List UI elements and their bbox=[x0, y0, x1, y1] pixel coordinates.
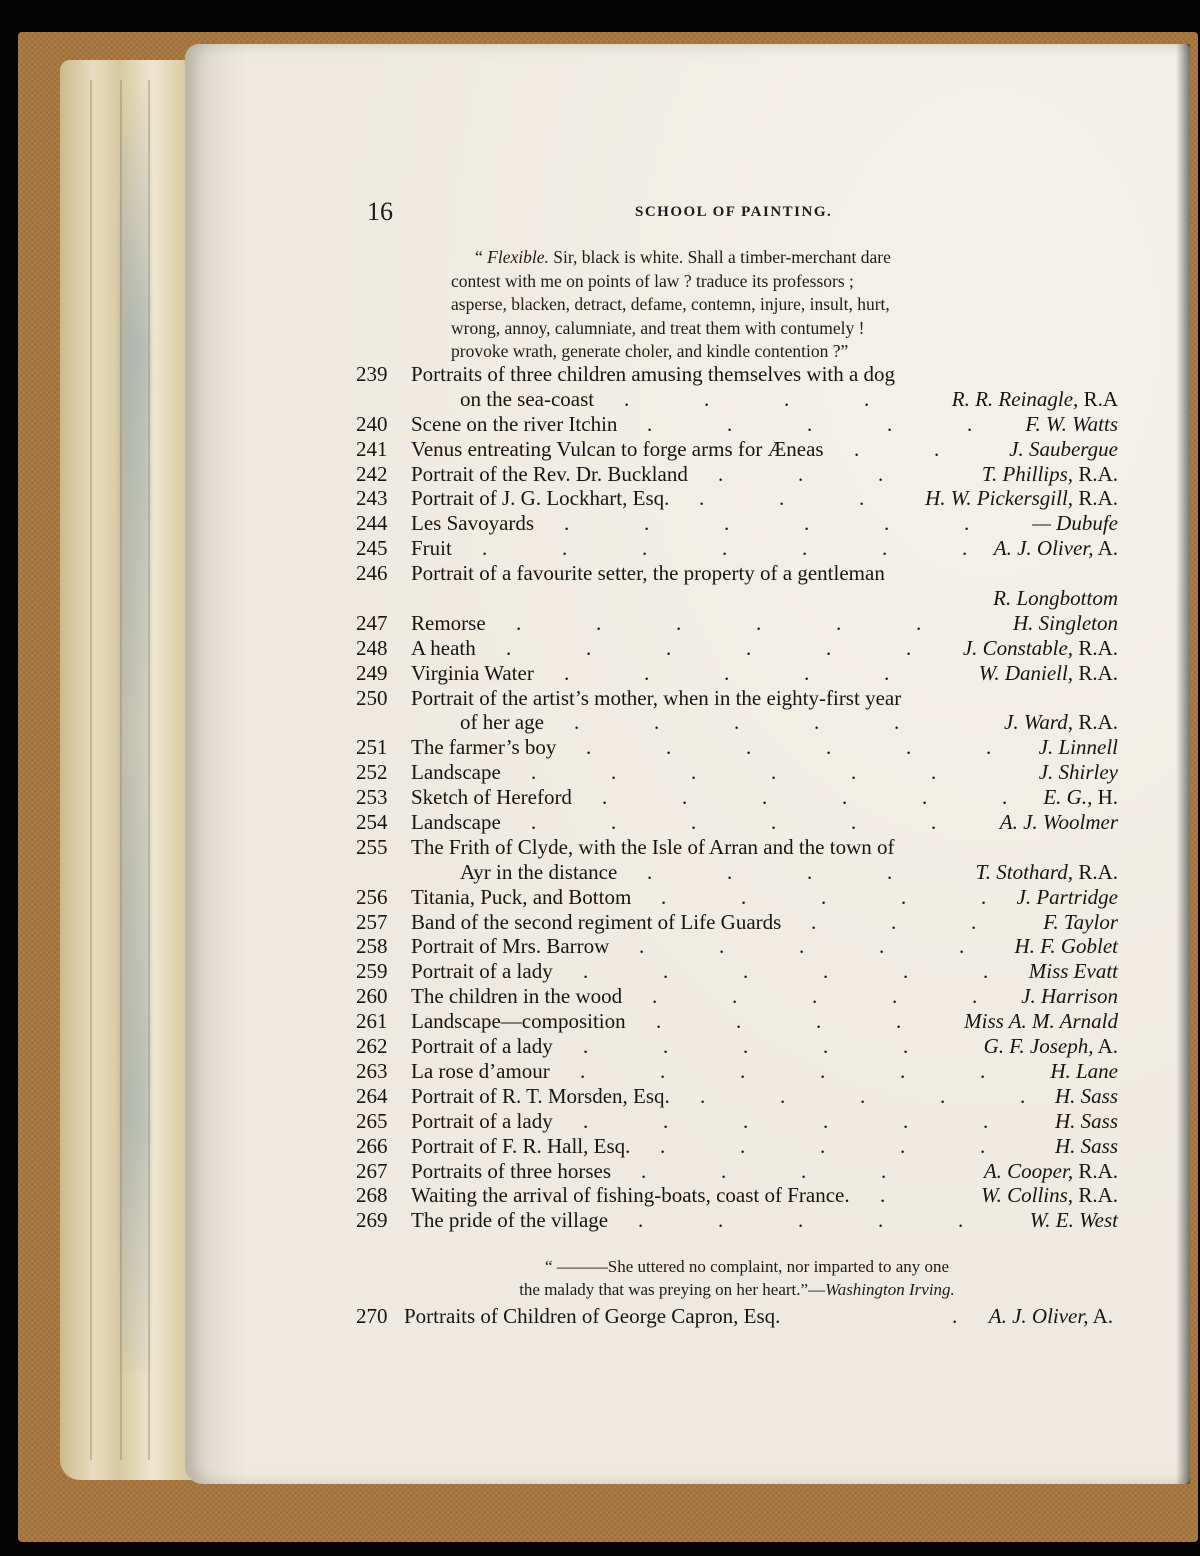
entry-title: Sketch of Hereford bbox=[411, 785, 572, 810]
entry-number: 249 bbox=[356, 660, 388, 685]
leader-dot: . bbox=[740, 1133, 746, 1158]
leader-dot: . bbox=[642, 536, 648, 561]
catalogue-entry bbox=[356, 511, 1118, 536]
leader-dot: . bbox=[596, 610, 602, 635]
leader-dot: . bbox=[851, 810, 857, 835]
leader-dot: . bbox=[580, 1058, 586, 1083]
entry-title: Portrait of a lady bbox=[411, 1034, 553, 1059]
catalogue-entry bbox=[356, 1134, 1118, 1159]
leader-dot: . bbox=[660, 1058, 666, 1083]
leader-dot: . bbox=[734, 710, 740, 735]
entry-artist: J. Partridge bbox=[1016, 884, 1118, 909]
entry-artist: J. Ward, R.A. bbox=[1004, 710, 1118, 735]
entry-title: Ayr in the distance bbox=[460, 859, 618, 884]
leader-dot: . bbox=[1020, 1083, 1026, 1108]
entry-artist: T. Stothard, R.A. bbox=[975, 859, 1118, 884]
entry-title: La rose d’amour bbox=[411, 1058, 550, 1083]
entry-artist: J. Harrison bbox=[1021, 984, 1118, 1009]
leader-dot: . bbox=[656, 1009, 662, 1034]
leader-dot: . bbox=[743, 1108, 749, 1133]
leader-dot: . bbox=[814, 710, 820, 735]
leader-dot: . bbox=[624, 386, 630, 411]
entry-artist: H. Lane bbox=[1050, 1058, 1118, 1083]
leader-dot: . bbox=[812, 984, 818, 1009]
irving-line-2: the malady that was preying on her heart.”— bbox=[519, 1279, 826, 1299]
water-stain bbox=[120, 90, 150, 1370]
entry-number: 251 bbox=[356, 735, 388, 760]
leader-dot: . bbox=[586, 735, 592, 760]
entry-artist: J. Linnell bbox=[1038, 735, 1118, 760]
catalogue-entry bbox=[356, 1159, 1118, 1184]
entry-title: Band of the second regiment of Life Guards bbox=[411, 909, 782, 934]
entry-title: Venus entreating Vulcan to forge arms for Æneas bbox=[411, 436, 824, 461]
entry-artist: H. Sass bbox=[1054, 1083, 1118, 1108]
entry-artist: A. J. Woolmer bbox=[999, 810, 1118, 835]
entry-title: The Frith of Clyde, with the Isle of Arran and the town of bbox=[411, 834, 895, 859]
leader-dot: . bbox=[727, 859, 733, 884]
quote-speaker: Flexible. bbox=[487, 247, 549, 267]
leader-dot: . bbox=[894, 710, 900, 735]
leader-dot: . bbox=[900, 1133, 906, 1158]
leader-dot: . bbox=[980, 1133, 986, 1158]
entry-artist: E. G., H. bbox=[1043, 785, 1118, 810]
leader-dot: . bbox=[740, 1058, 746, 1083]
entry-number: 242 bbox=[356, 461, 388, 486]
leader-dot: . bbox=[639, 934, 645, 959]
leader-dot: . bbox=[807, 411, 813, 436]
leader-dot: . bbox=[654, 710, 660, 735]
catalogue-entry bbox=[356, 686, 1118, 711]
leader-dot: . bbox=[906, 735, 912, 760]
leader-dot: . bbox=[906, 635, 912, 660]
leader-dot: . bbox=[854, 436, 860, 461]
leader-dot: . bbox=[940, 1083, 946, 1108]
leader-dot: . bbox=[663, 1108, 669, 1133]
entry-title: Fruit bbox=[411, 536, 452, 561]
entry-title: Portrait of a favourite setter, the property of a gentleman bbox=[411, 561, 885, 586]
catalogue-entry bbox=[356, 934, 1118, 959]
entry-number: 240 bbox=[356, 411, 388, 436]
catalogue-entry bbox=[356, 486, 1118, 511]
leader-dot: . bbox=[981, 884, 987, 909]
catalogue-entry bbox=[356, 810, 1118, 835]
leader-dot: . bbox=[719, 934, 725, 959]
leader-dot: . bbox=[798, 461, 804, 486]
entry-number: 260 bbox=[356, 984, 388, 1009]
leader-dot: . bbox=[663, 1034, 669, 1059]
catalogue-entry bbox=[356, 561, 1118, 586]
entry-artist: R. R. Reinagle, R.A bbox=[951, 386, 1118, 411]
catalogue-entry bbox=[356, 984, 1118, 1009]
entry-number: 253 bbox=[356, 785, 388, 810]
leader-dot: . bbox=[660, 1133, 666, 1158]
leader-dot: . bbox=[836, 610, 842, 635]
entry-number: 261 bbox=[356, 1009, 388, 1034]
entry-artist: J. Constable, R.A. bbox=[962, 635, 1118, 660]
irving-quotation bbox=[437, 1256, 1037, 1301]
leader-dot: . bbox=[779, 486, 785, 511]
catalogue-entry bbox=[356, 536, 1118, 561]
entry-title: The children in the wood bbox=[411, 984, 623, 1009]
leader-dot: . bbox=[820, 1058, 826, 1083]
entry-number: 241 bbox=[356, 436, 388, 461]
catalogue-entry bbox=[356, 885, 1118, 910]
entry-title: Landscape bbox=[411, 810, 501, 835]
leader-dot: . bbox=[704, 386, 710, 411]
leader-dot: . bbox=[736, 1009, 742, 1034]
catalogue-entry bbox=[356, 735, 1118, 760]
leader-dot: . bbox=[531, 810, 537, 835]
entry-artist: W. Collins, R.A. bbox=[981, 1183, 1118, 1208]
leader-dot: . bbox=[896, 1009, 902, 1034]
leader-dot: . bbox=[887, 411, 893, 436]
entry-artist: A. J. Oliver, A. bbox=[988, 1304, 1113, 1328]
leader-dot: . bbox=[900, 1058, 906, 1083]
entry-number: 270 bbox=[356, 1304, 388, 1328]
leader-dot: . bbox=[784, 386, 790, 411]
leader-dot: . bbox=[826, 735, 832, 760]
leader-dot: . bbox=[958, 1208, 964, 1233]
leader-dot: . bbox=[864, 386, 870, 411]
leader-dot: . bbox=[878, 1208, 884, 1233]
entry-artist: G. F. Joseph, A. bbox=[983, 1034, 1118, 1059]
leader-dot: . bbox=[756, 610, 762, 635]
catalogue-entry bbox=[356, 586, 1118, 611]
leader-dot: . bbox=[516, 610, 522, 635]
entry-title: on the sea-coast bbox=[460, 386, 595, 411]
leader-dot: . bbox=[851, 760, 857, 785]
entry-artist: J. Shirley bbox=[1038, 760, 1118, 785]
leader-dot: . bbox=[878, 461, 884, 486]
leader-dot: . bbox=[820, 1133, 826, 1158]
entry-number: 244 bbox=[356, 511, 388, 536]
entry-artist: J. Saubergue bbox=[1009, 436, 1118, 461]
entry-title: of her age bbox=[460, 710, 544, 735]
leader-dot: . bbox=[903, 1108, 909, 1133]
leader-dot: . bbox=[718, 461, 724, 486]
entry-title: Portrait of a lady bbox=[411, 959, 553, 984]
leader-dot: . bbox=[881, 1158, 887, 1183]
quote-line-5: provoke wrath, generate choler, and kindle contention ?” bbox=[451, 341, 849, 361]
catalogue-entry bbox=[356, 661, 1118, 686]
leader-dot: . bbox=[922, 785, 928, 810]
leader-dot: . bbox=[741, 884, 747, 909]
irving-author: Washington Irving. bbox=[825, 1279, 955, 1299]
entry-number: 246 bbox=[356, 561, 388, 586]
catalogue-entry bbox=[356, 387, 1118, 412]
catalogue-entry bbox=[356, 785, 1118, 810]
leader-dot: . bbox=[826, 635, 832, 660]
entry-number: 245 bbox=[356, 536, 388, 561]
entry-artist: A. J. Oliver, A. bbox=[993, 536, 1118, 561]
leader-dot: . bbox=[799, 934, 805, 959]
leader-dot: . bbox=[743, 1034, 749, 1059]
entry-number: 262 bbox=[356, 1034, 388, 1059]
entry-title: Portrait of Mrs. Barrow bbox=[411, 934, 610, 959]
leader-dot: . bbox=[879, 934, 885, 959]
leader-dot: . bbox=[801, 1158, 807, 1183]
leader-dot: . bbox=[901, 884, 907, 909]
entry-artist: F. Taylor bbox=[1043, 909, 1118, 934]
entry-artist: W. E. West bbox=[1029, 1208, 1118, 1233]
catalogue-entry bbox=[356, 710, 1118, 735]
leader-dot: . bbox=[903, 959, 909, 984]
leader-dot: . bbox=[732, 984, 738, 1009]
entry-number: 248 bbox=[356, 635, 388, 660]
entry-title: Portrait of a lady bbox=[411, 1108, 553, 1133]
entry-artist: H. F. Goblet bbox=[1014, 934, 1118, 959]
leader-dot: . bbox=[652, 984, 658, 1009]
leader-dot: . bbox=[611, 810, 617, 835]
leader-dot: . bbox=[661, 884, 667, 909]
entry-number: 250 bbox=[356, 685, 388, 710]
leader-dot: . bbox=[564, 660, 570, 685]
leader-dot: . bbox=[802, 536, 808, 561]
leader-dot: . bbox=[746, 735, 752, 760]
entry-title: Scene on the river Itchin bbox=[411, 411, 618, 436]
catalogue-entry bbox=[356, 860, 1118, 885]
entry-title: Portrait of J. G. Lockhart, Esq. bbox=[411, 486, 670, 511]
leader-dot: . bbox=[931, 760, 937, 785]
leader-dot: . bbox=[771, 760, 777, 785]
leader-dot: . bbox=[972, 984, 978, 1009]
entry-title: Remorse bbox=[411, 610, 486, 635]
leader-dot: . bbox=[821, 884, 827, 909]
entry-number: 256 bbox=[356, 884, 388, 909]
leader-dot: . bbox=[647, 411, 653, 436]
leader-dot: . bbox=[743, 959, 749, 984]
entry-number: 267 bbox=[356, 1158, 388, 1183]
leader-dot: . bbox=[882, 536, 888, 561]
entry-title: Titania, Puck, and Bottom bbox=[411, 884, 632, 909]
catalogue-entry bbox=[356, 1059, 1118, 1084]
leader-dot: . bbox=[602, 785, 608, 810]
leader-dot: . bbox=[967, 411, 973, 436]
leader-dot: . bbox=[986, 735, 992, 760]
leader-dot: . bbox=[983, 1108, 989, 1133]
leader-dot: . bbox=[887, 859, 893, 884]
catalogue-entry bbox=[356, 910, 1118, 935]
entry-number: 263 bbox=[356, 1058, 388, 1083]
leader-dot: . bbox=[823, 1108, 829, 1133]
leader-dot: . bbox=[1002, 785, 1008, 810]
entry-number: 252 bbox=[356, 760, 388, 785]
leader-dot: . bbox=[880, 1183, 886, 1208]
quote-line-2: contest with me on points of law ? traduce its professors ; bbox=[451, 270, 854, 291]
entry-title: Portraits of three children amusing themselves with a dog bbox=[411, 362, 896, 386]
leader-dot: . bbox=[564, 511, 570, 536]
leader-dot: . bbox=[699, 486, 705, 511]
entry-artist: W. Daniell, R.A. bbox=[978, 660, 1118, 685]
catalogue-entry bbox=[356, 959, 1118, 984]
leader-dot: . bbox=[691, 810, 697, 835]
leader-dot: . bbox=[884, 511, 890, 536]
running-head: SCHOOL OF PAINTING. bbox=[635, 204, 833, 220]
leader-dot: . bbox=[962, 536, 968, 561]
leader-dot: . bbox=[531, 760, 537, 785]
leader-dot: . bbox=[884, 660, 890, 685]
leader-dot: . bbox=[842, 785, 848, 810]
leader-dot: . bbox=[574, 710, 580, 735]
entry-title: Les Savoyards bbox=[411, 511, 535, 536]
leader-dot: . bbox=[482, 536, 488, 561]
irving-line-1: “ ———She uttered no complaint, nor imparted to any one bbox=[544, 1257, 950, 1276]
catalogue-entry bbox=[356, 437, 1118, 462]
entry-number: 239 bbox=[356, 362, 388, 386]
entry-number: 247 bbox=[356, 610, 388, 635]
entry-title: The farmer’s boy bbox=[411, 735, 557, 760]
leader-dot: . bbox=[663, 959, 669, 984]
entry-number: 265 bbox=[356, 1108, 388, 1133]
catalogue-entry bbox=[356, 1009, 1118, 1034]
leader-dot: . bbox=[641, 1158, 647, 1183]
catalogue-entry-270: 270 Portraits of Children of George Capron, Esq. . A. J. Oliver, A. bbox=[356, 1304, 1113, 1328]
entry-artist: Miss A. M. Arnald bbox=[964, 1009, 1118, 1034]
entry-title: The pride of the village bbox=[411, 1208, 609, 1233]
leader-dot: . bbox=[666, 735, 672, 760]
leader-dot: . bbox=[804, 511, 810, 536]
entry-number: 258 bbox=[356, 934, 388, 959]
entry-artist: R. Longbottom bbox=[993, 586, 1118, 611]
leader-dot: . bbox=[583, 1034, 589, 1059]
entry-number: 255 bbox=[356, 834, 388, 859]
catalogue-entry bbox=[356, 835, 1118, 860]
catalogue-entries bbox=[356, 362, 1118, 1233]
entry-title: Portrait of the Rev. Dr. Buckland bbox=[411, 461, 688, 486]
entry-title: Portrait of F. R. Hall, Esq. bbox=[411, 1133, 631, 1158]
leader-dot: . bbox=[823, 959, 829, 984]
leader-dot: . bbox=[798, 1208, 804, 1233]
leader-dot: . bbox=[964, 511, 970, 536]
catalogue-entry bbox=[356, 760, 1118, 785]
entry-title: Landscape bbox=[411, 760, 501, 785]
leader-dot: . bbox=[724, 511, 730, 536]
entry-artist: T. Phillips, R.A. bbox=[981, 461, 1118, 486]
leader-dot: . bbox=[780, 1083, 786, 1108]
entry-title: Waiting the arrival of fishing-boats, coast of France. bbox=[411, 1183, 850, 1208]
leader-dot: . bbox=[647, 859, 653, 884]
entry-number: 268 bbox=[356, 1183, 388, 1208]
quote-line-1: Sir, black is white. Shall a timber-merchant dare bbox=[548, 247, 891, 267]
leader-dot: . bbox=[691, 760, 697, 785]
catalogue-entry bbox=[356, 362, 1118, 387]
catalogue-entry bbox=[356, 1208, 1118, 1233]
leader-dot: . bbox=[718, 1208, 724, 1233]
leader-dot: . bbox=[807, 859, 813, 884]
catalogue-entry bbox=[356, 611, 1118, 636]
entry-artist: Miss Evatt bbox=[1028, 959, 1118, 984]
quote-line-3: asperse, blacken, detract, defame, contemn, injure, insult, hurt, bbox=[451, 294, 890, 314]
catalogue-entry bbox=[356, 1084, 1118, 1109]
entry-artist: A. Cooper, R.A. bbox=[983, 1158, 1118, 1183]
leader-dot: . bbox=[811, 909, 817, 934]
entry-number: 269 bbox=[356, 1208, 388, 1233]
entry-artist: H. Singleton bbox=[1013, 610, 1118, 635]
leader-dot: . bbox=[682, 785, 688, 810]
leader-dot: . bbox=[859, 486, 865, 511]
leader-dot: . bbox=[971, 909, 977, 934]
leader-dot: . bbox=[860, 1083, 866, 1108]
entry-title: Virginia Water bbox=[411, 660, 534, 685]
leader-dot: . bbox=[583, 959, 589, 984]
leader-dot: . bbox=[644, 511, 650, 536]
page-number: 16 bbox=[367, 197, 393, 226]
entry-artist: F. W. Watts bbox=[1025, 411, 1118, 436]
leader-dot: . bbox=[959, 934, 965, 959]
leader-dot: . bbox=[931, 810, 937, 835]
leader-dot: . bbox=[892, 984, 898, 1009]
entry-number: 259 bbox=[356, 959, 388, 984]
opening-quotation: “ Flexible. Sir, black is white. Shall a timber-merchant dare contest with me on points of law ? traduce its professors ; asperse, blacken, detract, defame, contemn, injure, insult, hurt, wrong, annoy, calumniate, and treat them with contumely ! provoke wrath, generate choler, and kindle contention ?” bbox=[451, 246, 1111, 364]
leader-dot: . bbox=[586, 635, 592, 660]
entry-number: 264 bbox=[356, 1083, 388, 1108]
catalogue-entry bbox=[356, 1034, 1118, 1059]
leader-dot: . bbox=[700, 1083, 706, 1108]
catalogue-entry bbox=[356, 412, 1118, 437]
leader-dot: . bbox=[746, 635, 752, 660]
leader-dot: . bbox=[804, 660, 810, 685]
leader-dot: . bbox=[983, 959, 989, 984]
leader-dot: . bbox=[644, 660, 650, 685]
entry-number: 257 bbox=[356, 909, 388, 934]
leader-dot: . bbox=[891, 909, 897, 934]
leader-dot: . bbox=[721, 1158, 727, 1183]
entry-title: Portrait of the artist’s mother, when in the eighty-first year bbox=[411, 685, 902, 710]
leader-dot: . bbox=[727, 411, 733, 436]
catalogue-entry bbox=[356, 1109, 1118, 1134]
entry-title: A heath bbox=[411, 635, 476, 660]
leader-dot: . bbox=[666, 635, 672, 660]
leader-dot: . bbox=[980, 1058, 986, 1083]
leader-dot: . bbox=[583, 1108, 589, 1133]
catalogue-entry bbox=[356, 636, 1118, 661]
quote-line-4: wrong, annoy, calumniate, and treat them with contumely ! bbox=[451, 317, 865, 338]
entry-number: 266 bbox=[356, 1133, 388, 1158]
leader-dot: . bbox=[562, 536, 568, 561]
entry-artist: — Dubufe bbox=[1032, 511, 1118, 536]
leader-dot: . bbox=[934, 436, 940, 461]
leader-dot: . bbox=[903, 1034, 909, 1059]
entry-number: 254 bbox=[356, 810, 388, 835]
catalogue-entry bbox=[356, 462, 1118, 487]
entry-number: 243 bbox=[356, 486, 388, 511]
leader-dot: . bbox=[762, 785, 768, 810]
leader-dot: . bbox=[676, 610, 682, 635]
leader-dot: . bbox=[816, 1009, 822, 1034]
leader-dot: . bbox=[638, 1208, 644, 1233]
leader-dot: . bbox=[722, 536, 728, 561]
entry-artist: H. W. Pickersgill, R.A. bbox=[925, 486, 1118, 511]
entry-title: Portrait of R. T. Morsden, Esq. bbox=[411, 1083, 670, 1108]
leader-dot: . bbox=[823, 1034, 829, 1059]
entry-title: Portraits of Children of George Capron, Esq. bbox=[404, 1304, 781, 1328]
entry-artist: H. Sass bbox=[1054, 1133, 1118, 1158]
entry-artist: H. Sass bbox=[1054, 1108, 1118, 1133]
leader-dot: . bbox=[771, 810, 777, 835]
leader-dot: . bbox=[724, 660, 730, 685]
leader-dot: . bbox=[506, 635, 512, 660]
catalogue-entry bbox=[356, 1183, 1118, 1208]
entry-title: Landscape—composition bbox=[411, 1009, 626, 1034]
entry-title: Portraits of three horses bbox=[411, 1158, 612, 1183]
leader-dot: . bbox=[916, 610, 922, 635]
leader-dot: . bbox=[611, 760, 617, 785]
